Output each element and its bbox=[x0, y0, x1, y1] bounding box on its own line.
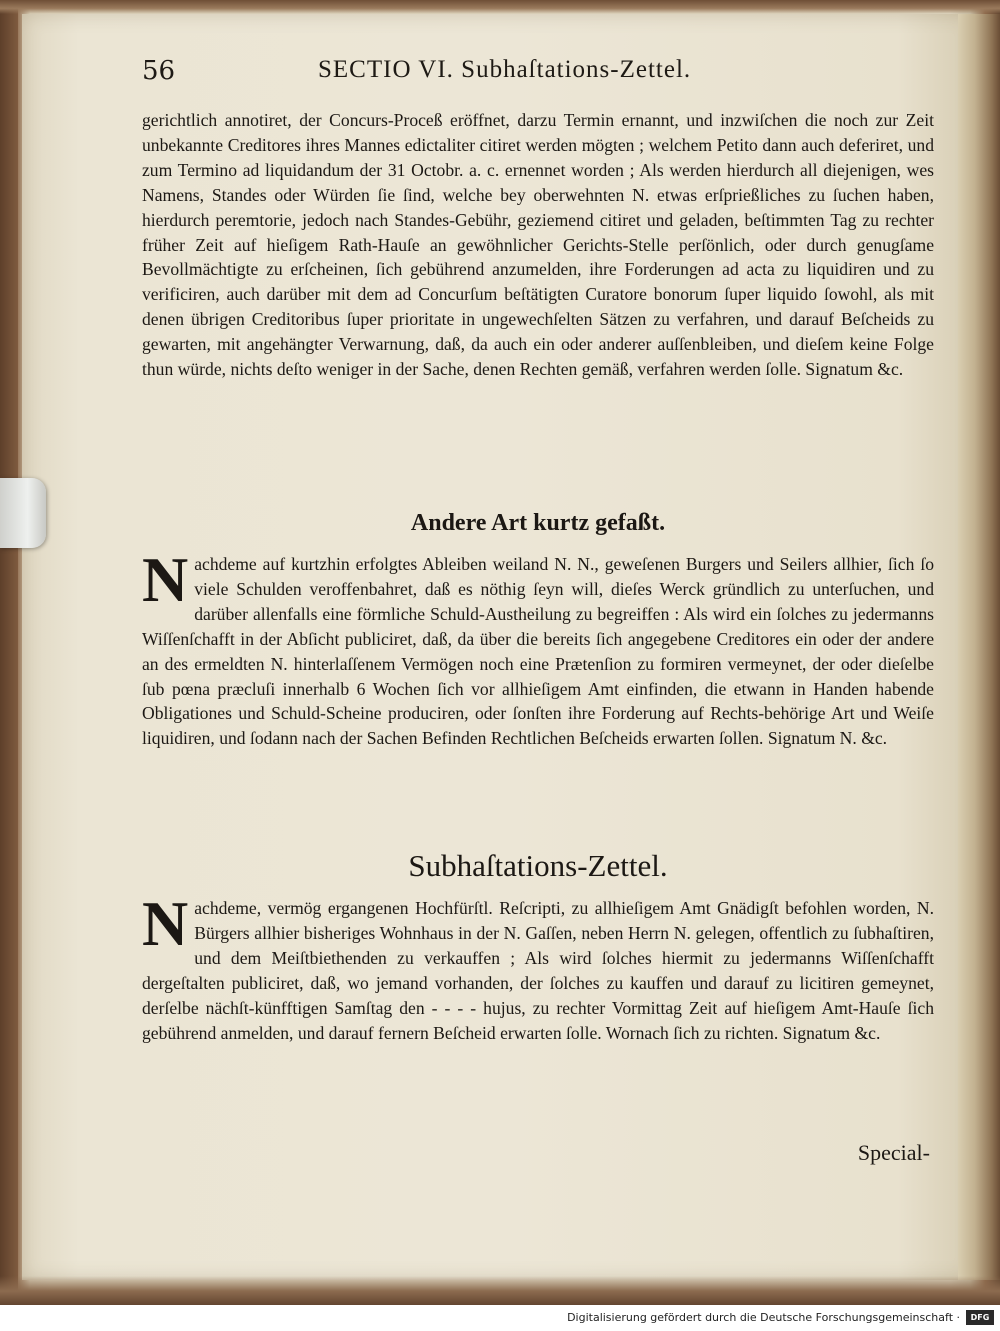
bookmark-clip bbox=[0, 478, 46, 548]
dfg-logo: DFG bbox=[966, 1310, 994, 1325]
running-head: SECTIO VI. Subhaſtations-Zettel. bbox=[318, 56, 692, 83]
catchword: Special- bbox=[857, 1140, 930, 1165]
drop-cap: N bbox=[142, 888, 189, 959]
paragraph-text: achdeme auf kurtzhin erfolgtes Ableiben weiland N. N., geweſenen Burgers und Seilers allhier, ſich ſo viele Schulden veroffenbahret, daß es nöthig ſeyn will, dieſes Werck gründlich zu unterſuchen, und darüber allenfalls eine förmliche Schuld-Austheilung zu begreiffen : Als wird ein ſolches zu jedermanns Wiſſenſchafft in der Abſicht publiciret, daß, da über die bereits ſich angegebene Creditores ein oder der andere an des ermeldten N. hinterlaſſenem Vermögen noch eine Prætenſion zu formiren vermeynet, der oder dieſelbe ſub pœna præcluſi innerhalb 6 Wochen ſich vor allhieſigem Amt einfinden, die etwann in Handen habende Obligationes und Schuld-Scheine produciren, oder ſonſten ihre Forderung auf Rechts-behörige Art und Weiſe liquidiren, und ſodann nach der Sachen Befinden Rechtlichen Beſcheids erwarten ſollen. Signatum N. &c. bbox=[142, 554, 934, 749]
footer-bar bbox=[0, 1305, 1000, 1331]
bottom-board bbox=[0, 1276, 1000, 1306]
page-gutter bbox=[958, 14, 1000, 1280]
page-number: 56 bbox=[142, 56, 176, 86]
top-board bbox=[0, 0, 1000, 14]
left-board bbox=[0, 0, 18, 1305]
paragraph-andere-art bbox=[142, 544, 934, 751]
section-heading-subhastation: Subhaſtations-Zettel. bbox=[408, 848, 668, 883]
paragraph-subhastation bbox=[142, 888, 934, 1045]
paragraph-text: achdeme, vermög ergangenen Hochfürſtl. Reſcripti, zu allhieſigem Amt Gnädigſt befohlen worden, N. Bürgers allhier bisheriges Wohnhaus in der N. Gaſſen, neben Herrn N. gelegen, offentlich zu ſubhaſtiren, und dem Meiſtbiethenden zu verkauffen ; Als wird ſolches hiermit zu jedermanns Wiſſenſchafft dergeſtalten publiciret, daß, wo jemand vorhanden, der ſolches zu kauffen und darauf zu licitiren gemeynet, derſelbe nächſt-künfftigen Samſtag den - - - - hujus, zu rechter Vormittag Zeit auf hieſigem Amt-Hauſe ſich gebührend anmelden, und darauf fernern Beſcheid erwarten ſolle. Wornach ſich zu richten. Signatum &c. bbox=[142, 898, 934, 1043]
drop-cap: N bbox=[142, 544, 189, 615]
funding-credit: Digitalisierung gefördert durch die Deutsche Forschungsgemeinschaft · bbox=[567, 1311, 960, 1324]
paragraph-continued: gerichtlich annotiret, der Concurs-Proceß eröffnet, darzu Termin ernannt, und inzwiſchen die noch zur Zeit unbekannte Creditores ihres Mannes edictaliter citiret werden mögten ; welchem Petito dann auch deferiret, und zum Termino ad liquidandum der 31 Octobr. a. c. ernennet worden ; Als werden hierdurch all diejenigen, wes Namens, Standes oder Würden ſie ſind, welche bey oberwehnten N. etwas erſprießliches zu ſuchen haben, hierdurch peremtorie, jedoch nach Standes-Gebühr, geziemend citiret und geladen, beſtimmten Tag zu rechter früher Zeit auf hieſigem Rath-Hauſe an gewöhnlicher Gerichts-Stelle perſönlich, oder durch genugſame Bevollmächtigte zu erſcheinen, ſich gebührend anzumelden, ihre Forderungen ad acta zu liquidiren und zu verificiren, auch darüber mit dem ad Concurſum beſtätigten Curatore bonorum ſuper liquido ſowohl, als mit denen übrigen Creditoribus ſuper prioritate in ungewechſelten Sätzen zu verfahren, und darauf Beſcheids zu gewarten, mit angehängter Verwarnung, daß, da auch ein oder anderer auſſenbleiben, und dieſem keine Folge thun würde, nichts deſto weniger in der Sache, denen Rechten gemäß, verfahren werden ſolle. Signatum &c. bbox=[142, 110, 934, 380]
page-header bbox=[142, 56, 942, 96]
section-heading-andere-art: Andere Art kurtz gefaßt. bbox=[410, 510, 666, 536]
